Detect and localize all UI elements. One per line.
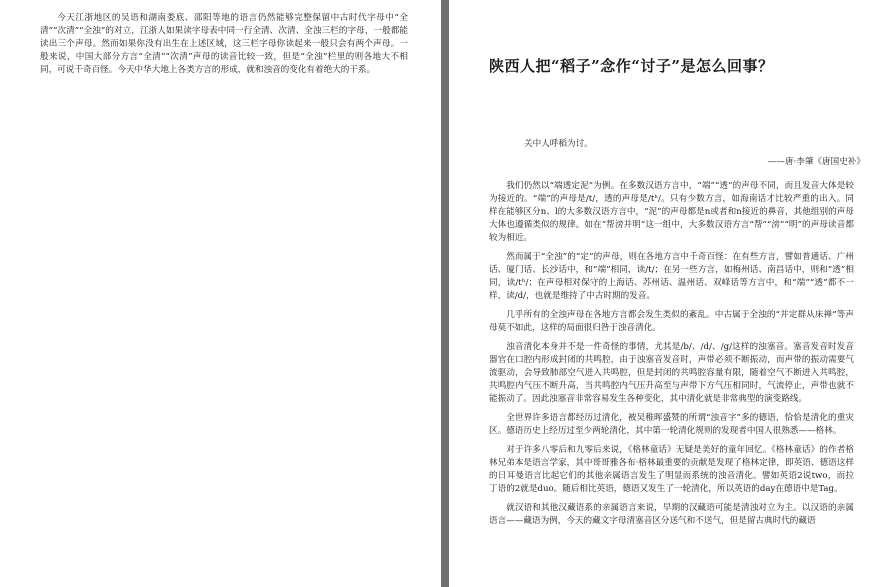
body-paragraph: 浊音清化本身并不是一件奇怪的事情，尤其是/b/、/d/、/g/这样的浊塞音。塞音发音时发音器官在口腔内形成封闭的共鸣腔，由于浊塞音发音时，声带必须不断振动，而声带的振动需要气流驱动，会导致肺部空气进入共鸣腔，但是封闭的共鸣腔容量有限，随着空气不断进入共鸣腔，共鸣腔内气压不断升高，当共鸣腔内气压升高至与声带下方气压相同时，气流停止，声带也就不能振动了。因此浊塞音非常容易发生各种变化，其中清化就是非常典型的演变路线。 — [489, 342, 854, 404]
left-page-paragraph: 今天江浙地区的吴语和湖南娄底、邵阳等地的语言仍然能够完整保留中古时代字母中“全清”“次清”“全浊”的对立，江浙人如果读字母表中同一行全清、次清、全浊三栏的字母，一般都能读出三个声母。然而如果你没有出生在上述区域，这三栏字母你读起来一般只会有两个声母。一般来说，中国大部分方言“全清”“次清”声母的读音比较一致，但是“全浊”栏里的则各地大不相同，可说千奇百怪。今天中华大地上各类方言的形成，就和浊音的变化有着绝大的干系。 — [40, 13, 408, 75]
body-paragraph: 然而属于“全浊”的“定”的声母，则在各地方言中千奇百怪：在有些方言，譬如普通话、广州话、厦门话、长沙话中，和“端”相同，读/t/；在另一些方言，如梅州话、南昌话中，则和“透”相同，读/tʰ/；在声母相对保守的上海话、苏州话、温州话、双峰话等方言中，和“端”“透”都不一样，读/d/，也就是维持了中古时期的发音。 — [489, 252, 854, 301]
body-paragraph: 对于许多八零后和九零后来说，《格林童话》无疑是美好的童年回忆。《格林童话》的作者格林兄弟本是语言学家，其中哥哥雅各布·格林最重要的贡献是发现了格林定律，即英语、德语这样的日耳曼语言比起它们的其他亲属语言发生了明显而系统的浊音清化。譬如英语2说two，而拉丁语的2就是duo。随后相比英语，德语又发生了一轮清化，所以英语的day在德语中是Tag。 — [489, 445, 854, 494]
body-paragraph: 全世界许多语言都经历过清化，被吴稚晖盛赞的所谓“浊音字”多的德语，恰恰是清化的重灾区。德语历史上经历过至少两轮清化，其中第一轮清化规则的发现者中国人很熟悉——格林。 — [489, 413, 854, 436]
epigraph-quote: 关中人呼稻为讨。 — [524, 139, 593, 149]
left-page — [0, 0, 441, 587]
body-paragraph: 我们仍然以“端透定泥”为例。在多数汉语方言中，“端”“透”的声母不同，而且发音大体是较为接近的。“端”的声母是/t/，透的声母是/tʰ/。只有少数方言，如海南话才比较严重的出入。同样在能够区分n、l的大多数汉语方言中，“泥”的声母都是n或者和n接近的鼻音，其他组别的声母大体也遵循类似的规律。如在“帮滂并明”这一组中，大多数汉语方言“帮”“滂”“明”的声母读音都较为相近。 — [489, 181, 854, 243]
page-divider — [441, 0, 449, 587]
body-paragraph: 就汉语和其他汉藏语系的亲属语言来说，早期的汉藏语可能是清浊对立为主。以汉语的亲属语言——藏语为例，今天的藏文字母清塞音区分送气和不送气，但是留古典时代的藏语 — [489, 503, 854, 526]
chapter-title: 陕西人把“稻子”念作“讨子”是怎么回事？ — [489, 57, 774, 75]
body-paragraph: 几乎所有的全浊声母在各地方言都会发生类似的紊乱。中古属于全浊的“并定群从床禅”等声母莫不如此，这样的局面很归咎于浊音清化。 — [489, 310, 854, 333]
chapter-body — [489, 180, 854, 534]
right-page — [449, 0, 893, 587]
epigraph-source: ——唐·李肇《唐国史补》 — [767, 157, 865, 167]
